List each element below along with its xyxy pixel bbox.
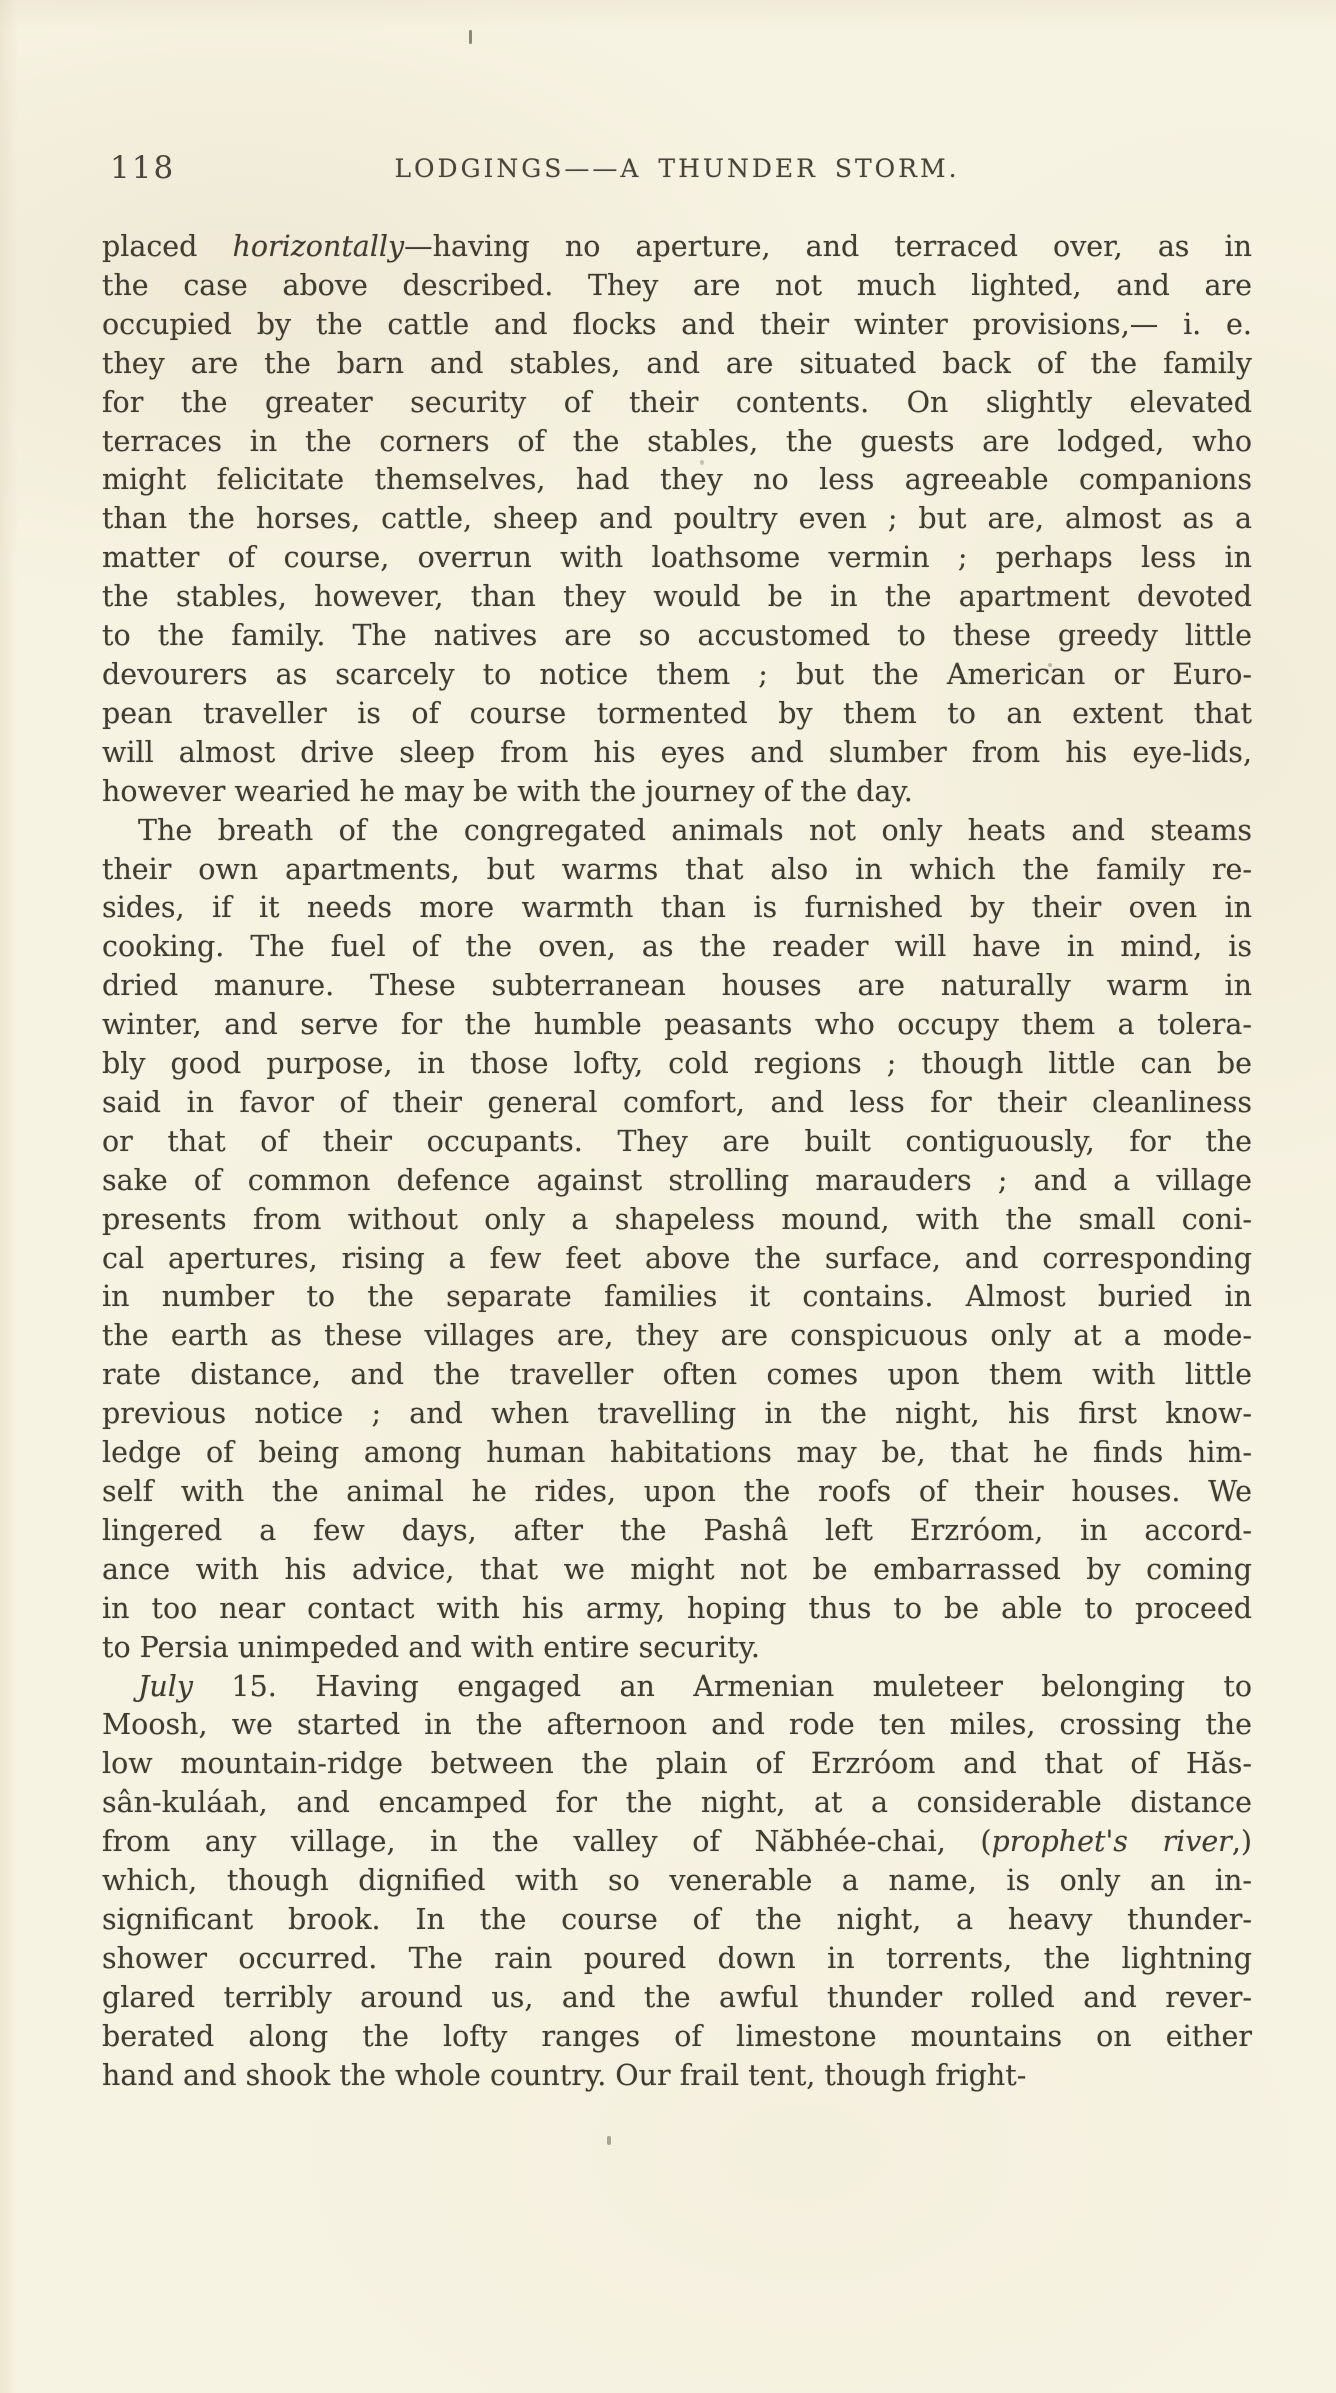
scan-speck [607,2136,611,2145]
page-number: 118 [110,150,176,186]
paragraph [102,812,1252,1668]
text-line: ledge of being among human habitations may be, that he finds him- [102,1436,1252,1470]
text-line: sân-kuláah, and encamped for the night, at a considerable distance [102,1786,1252,1820]
text-line: cal apertures, rising a few feet above the surface, and corresponding [102,1241,1252,1275]
text-line: the case above described. They are not much lighted, and are [102,268,1252,302]
text-line: significant brook. In the course of the night, a heavy thunder- [102,1902,1252,1936]
text-line: pean traveller is of course tormented by them to an extent that [102,696,1252,730]
text-line: previous notice ; and when travelling in the night, his first know- [102,1397,1252,1431]
text-line: to the family. The natives are so accustomed to these greedy little [102,619,1252,653]
text-line: Moosh, we started in the afternoon and rode ten miles, crossing the [102,1708,1252,1742]
text-line: July 15. Having engaged an Armenian muleteer belonging to [138,1669,1252,1703]
text-line: to Persia unimpeded and with entire security. [102,1630,760,1664]
text-line: placed horizontally—having no aperture, and terraced over, as in [102,230,1252,263]
text-line: rate distance, and the traveller often comes upon them with little [102,1358,1252,1392]
text-line: self with the animal he rides, upon the roofs of their houses. We [102,1475,1252,1508]
running-header: LODGINGS——A THUNDER STORM. [394,154,960,183]
scan-speck [1048,663,1052,667]
text-line: occupied by the cattle and flocks and their winter provisions,— i. e. [102,307,1252,341]
text-line: presents from without only a shapeless mound, with the small coni- [102,1202,1252,1236]
text-line: they are the barn and stables, and are situated back of the family [102,346,1252,380]
text-line: dried manure. These subterranean houses are naturally warm in [102,969,1252,1003]
text-line: bly good purpose, in those lofty, cold regions ; though little can be [102,1047,1252,1081]
text-line: in number to the separate families it contains. Almost buried in [102,1280,1252,1314]
text-line: winter, and serve for the humble peasants who occupy them a tolera- [102,1008,1252,1042]
paragraph [102,1668,1252,2096]
text-line: however wearied he may be with the journey of the day. [102,774,913,808]
text-line: from any village, in the valley of Năbhée-chai, (prophet's river,) [102,1825,1252,1859]
text-line: than the horses, cattle, sheep and poultry even ; but are, almost as a [102,502,1252,536]
text-line: the earth as these villages are, they are conspicuous only at a mode- [102,1319,1252,1353]
text-line: might felicitate themselves, had they no less agreeable companions [102,463,1252,497]
scan-speck [469,30,472,44]
text-line: which, though dignified with so venerable a name, is only an in- [102,1864,1252,1898]
page-header [102,150,1252,186]
text-line: berated along the lofty ranges of limestone mountains on either [102,2019,1252,2053]
scan-speck [700,460,704,465]
text-line: The breath of the congregated animals not only heats and steams [138,813,1252,847]
text-line: ance with his advice, that we might not be embarrassed by coming [102,1552,1252,1586]
text-line: the stables, however, than they would be in the apartment devoted [102,580,1252,614]
text-line: shower occurred. The rain poured down in torrents, the lightning [102,1941,1252,1975]
text-line: said in favor of their general comfort, and less for their cleanliness [102,1085,1252,1119]
text-line: sides, if it needs more warmth than is furnished by their oven in [102,891,1252,925]
text-line: hand and shook the whole country. Our frail tent, though fright- [102,2058,1027,2092]
text-line: in too near contact with his army, hoping thus to be able to proceed [102,1591,1252,1625]
text-line: matter of course, overrun with loathsome vermin ; perhaps less in [102,541,1252,575]
paragraph [102,228,1252,812]
text-line: sake of common defence against strolling marauders ; and a village [102,1163,1252,1197]
page-body [102,228,1252,2096]
text-line: or that of their occupants. They are built contiguously, for the [102,1124,1252,1158]
text-line: glared terribly around us, and the awful thunder rolled and rever- [102,1980,1252,2014]
text-line: for the greater security of their contents. On slightly elevated [102,385,1252,419]
text-line: cooking. The fuel of the oven, as the reader will have in mind, is [102,930,1252,964]
text-line: their own apartments, but warms that also in which the family re- [102,852,1252,886]
text-line: lingered a few days, after the Pashâ left Erzróom, in accord- [102,1513,1252,1547]
text-line: will almost drive sleep from his eyes and slumber from his eye-lids, [102,735,1252,769]
text-line: devourers as scarcely to notice them ; but the American or Euro- [102,657,1252,691]
text-line: terraces in the corners of the stables, the guests are lodged, who [102,424,1252,458]
text-line: low mountain-ridge between the plain of Erzróom and that of Hăs- [102,1747,1252,1781]
